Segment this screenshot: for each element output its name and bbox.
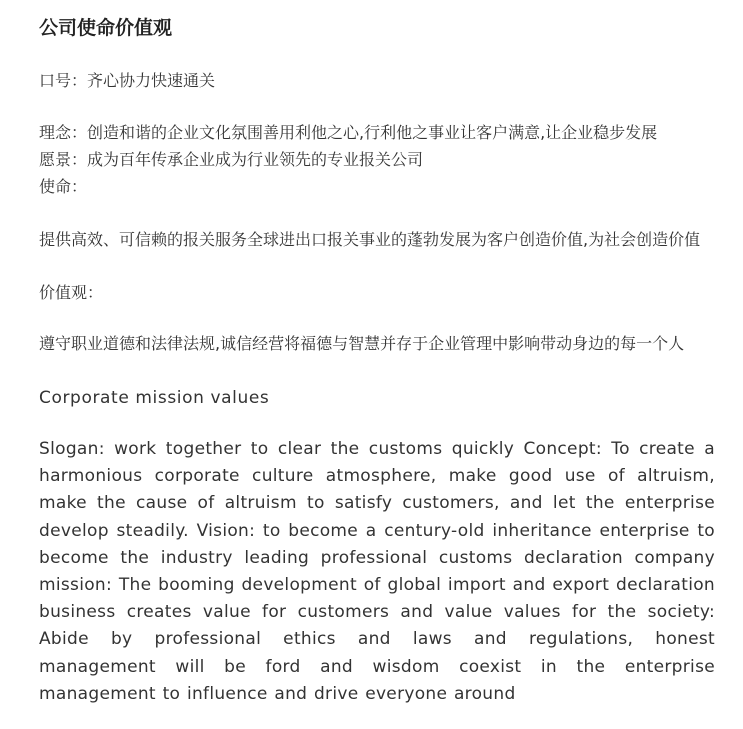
values-label: 价值观： [39, 283, 104, 302]
english-title: Corporate mission values [39, 388, 270, 408]
vision-text: 愿景：成为百年传承企业成为行业领先的专业报关公司 [39, 150, 424, 169]
values-text: 遵守职业道德和法律法规,诚信经营将福德与智慧并存于企业管理中影响带动身边的每一个人 [39, 334, 685, 353]
concept-text: 理念：创造和谐的企业文化氛围善用利他之心,行利他之事业让客户满意,让企业稳步发展 [39, 123, 658, 142]
mission-label: 使命： [39, 177, 88, 196]
mission-text: 提供高效、可信赖的报关服务全球进出口报关事业的蓬勃发展为客户创造价值,为社会创造价值 [39, 230, 701, 249]
slogan-text: 口号：齐心协力快速通关 [39, 71, 216, 90]
page-title: 公司使命价值观 [39, 17, 173, 39]
english-paragraph: Slogan: work together to clear the customs quickly Concept: To create a harmonious corporate culture atmosphere, make good use of altruism, make the cause of altruism to satisfy customers, and let the enterprise develop steadily. Vision: to become a century-old inheritance enterprise to become the industry leading professional customs declaration company mission: The booming development of global import and export declaration business creates value for customers and value values for the society: Abide by professional ethics and laws and regulations, honest management will be ford and wisdom coexist in the enterprise management to influence and drive everyone around [39, 439, 715, 704]
